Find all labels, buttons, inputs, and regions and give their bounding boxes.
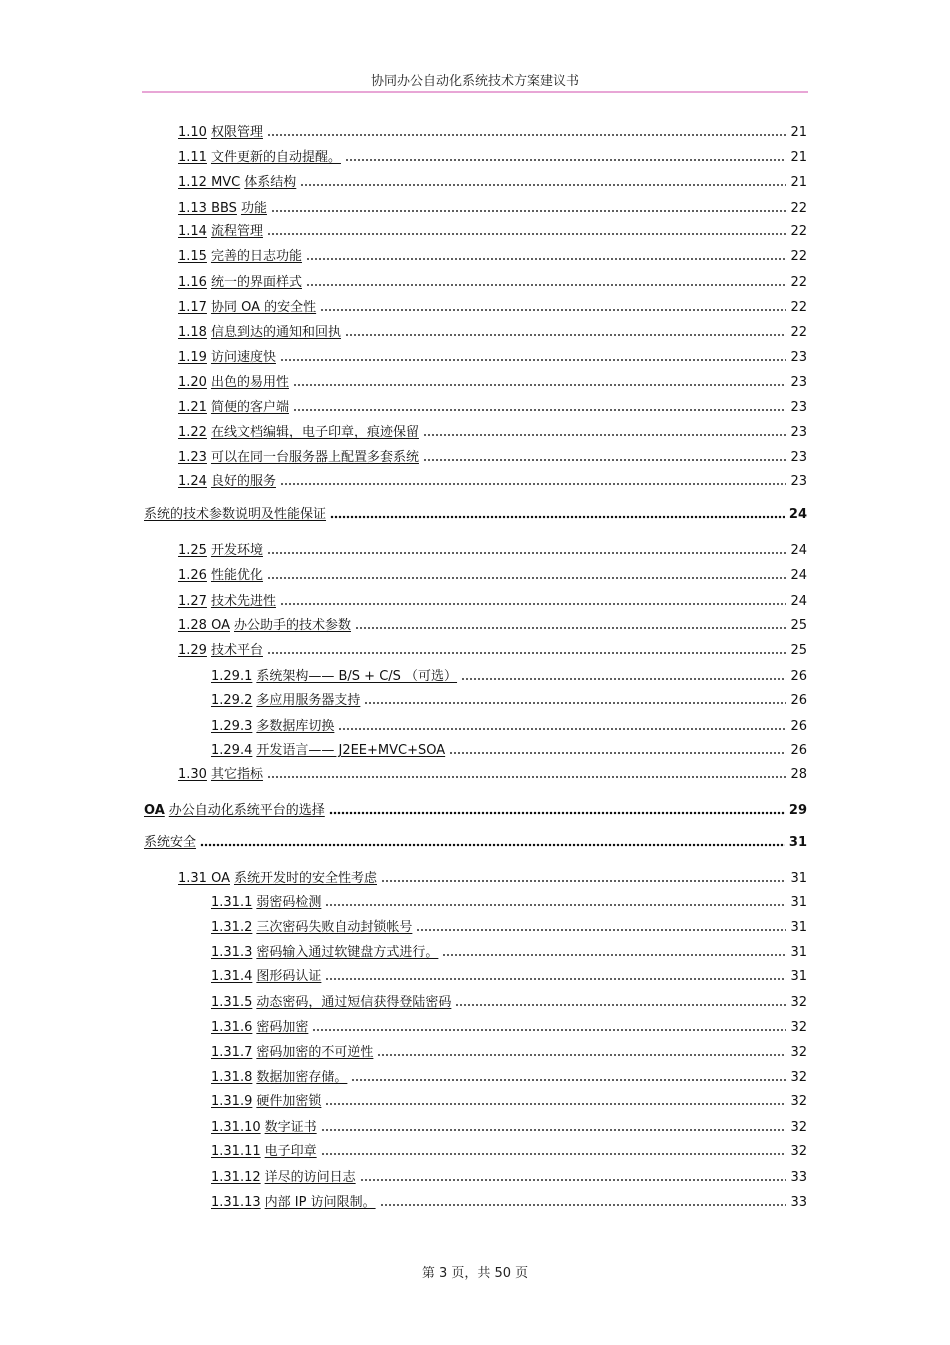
dot-leader: [381, 870, 786, 884]
toc-entry-number: 1.10: [178, 125, 207, 140]
toc-entry-page-number: 33: [790, 1170, 807, 1185]
toc-entry[interactable]: [178, 198, 807, 218]
dot-leader: [267, 567, 786, 581]
toc-entry[interactable]: [178, 868, 807, 888]
dot-leader: [329, 802, 785, 816]
dot-leader: [267, 766, 786, 780]
dot-leader: [380, 1194, 787, 1208]
toc-entry-title: 数据加密存储。: [256, 1070, 348, 1085]
toc-entry-label[interactable]: [178, 399, 289, 417]
toc-entry-page-number: 31: [790, 871, 807, 886]
toc-entry-label[interactable]: [211, 742, 445, 760]
toc-entry-title: 图形码认证: [256, 969, 322, 984]
toc-entry-number: 1.21: [178, 400, 207, 415]
toc-entry-title: 弱密码检测: [256, 895, 322, 910]
toc-entry-page-number: 22: [790, 201, 807, 216]
toc-entry[interactable]: [144, 832, 807, 852]
dot-leader: [345, 324, 786, 338]
toc-entry[interactable]: [178, 640, 807, 660]
dot-leader: [325, 968, 786, 982]
dot-leader: [293, 374, 786, 388]
toc-entry-title: 访问速度快: [210, 350, 276, 365]
dot-leader: [442, 944, 786, 958]
dot-leader: [267, 642, 786, 656]
toc-entry-page-number: 32: [790, 1094, 807, 1109]
toc-entry-page-number: 23: [790, 400, 807, 415]
dot-leader: [320, 299, 786, 313]
toc-entry-number: 1.28 OA: [178, 618, 230, 633]
toc-entry-title: 内部 IP 访问限制。: [264, 1195, 376, 1210]
toc-entry-label[interactable]: [178, 870, 377, 888]
toc-entry-page-number: 26: [790, 743, 807, 758]
toc-entry[interactable]: [211, 740, 807, 760]
toc-entry[interactable]: [211, 917, 807, 937]
toc-entry-page-number: 21: [790, 125, 807, 140]
toc-entry-title: 其它指标: [210, 767, 263, 782]
toc-entry-label[interactable]: [211, 919, 412, 937]
toc-entry-label[interactable]: [211, 1019, 308, 1037]
toc-entry-page-number: 24: [790, 568, 807, 583]
dot-leader: [306, 248, 786, 262]
toc-entry-number: 1.17: [178, 300, 207, 315]
toc-entry-label[interactable]: [144, 834, 196, 852]
toc-entry-page-number: 24: [788, 507, 807, 522]
toc-entry[interactable]: [211, 1167, 807, 1187]
dot-leader: [200, 834, 785, 848]
toc-entry[interactable]: [178, 591, 807, 611]
toc-entry-number: 1.29.4: [211, 743, 253, 758]
toc-entry-label[interactable]: [178, 248, 302, 266]
toc-entry-label[interactable]: [211, 994, 451, 1012]
toc-entry-label[interactable]: [144, 506, 326, 524]
dot-leader: [325, 894, 786, 908]
toc-entry-number: 1.30: [178, 767, 207, 782]
dot-leader: [267, 542, 786, 556]
toc-entry-title: 流程管理: [210, 224, 263, 239]
toc-entry-title: 完善的日志功能: [210, 249, 302, 264]
toc-entry[interactable]: [178, 147, 807, 167]
toc-entry[interactable]: [178, 422, 807, 442]
toc-entry-title: 数字证书: [264, 1120, 317, 1135]
toc-entry-page-number: 23: [790, 375, 807, 390]
dot-leader: [306, 274, 786, 288]
page-header-title: 协同办公自动化系统技术方案建议书: [370, 74, 579, 89]
toc-entry-number: 1.19: [178, 350, 207, 365]
toc-entry-page-number: 32: [790, 1045, 807, 1060]
dot-leader: [449, 742, 786, 756]
toc-entry-title: 密码加密: [256, 1020, 309, 1035]
toc-entry-label[interactable]: [211, 1169, 356, 1187]
toc-entry-label[interactable]: [178, 174, 296, 192]
dot-leader: [416, 919, 786, 933]
toc-entry-title: 出色的易用性: [210, 375, 289, 390]
toc-entry-title: 系统开发时的安全性考虑: [233, 871, 377, 886]
toc-entry-label[interactable]: [211, 1143, 317, 1161]
toc-entry-page-number: 23: [790, 474, 807, 489]
toc-entry-page-number: 22: [790, 224, 807, 239]
toc-entry[interactable]: [178, 615, 807, 635]
toc-entry-label[interactable]: [178, 617, 351, 635]
toc-entry-page-number: 32: [790, 1120, 807, 1135]
toc-entry-title: 协同 OA 的安全性: [210, 300, 317, 315]
toc-entry-number: 1.31.5: [211, 995, 253, 1010]
toc-entry-label[interactable]: [178, 149, 341, 167]
dot-leader: [423, 424, 786, 438]
toc-entry[interactable]: [178, 272, 807, 292]
dot-leader: [280, 349, 786, 363]
toc-entry-page-number: 31: [790, 969, 807, 984]
toc-entry-page-number: 22: [790, 325, 807, 340]
toc-entry-number: 1.31.6: [211, 1020, 253, 1035]
toc-entry-title: 密码输入通过软键盘方式进行。: [256, 945, 439, 960]
toc-entry-number: 1.14: [178, 224, 207, 239]
toc-entry-title: 信息到达的通知和回执: [210, 325, 341, 340]
toc-entry-number: 1.16: [178, 275, 207, 290]
toc-entry-title: 密码加密的不可逆性: [256, 1045, 374, 1060]
toc-entry-label[interactable]: [211, 692, 360, 710]
toc-entry-label[interactable]: [211, 894, 321, 912]
toc-entry-page-number: 23: [790, 450, 807, 465]
toc-entry-number: 1.31.4: [211, 969, 253, 984]
toc-entry-title: 系统安全: [144, 835, 197, 850]
toc-entry-title: 体系结构: [244, 175, 297, 190]
toc-entry[interactable]: [178, 246, 807, 266]
toc-entry-number: 1.29: [178, 643, 207, 658]
toc-entry-number: 1.31.7: [211, 1045, 253, 1060]
toc-entry[interactable]: [211, 716, 807, 736]
toc-entry-number: 1.20: [178, 375, 207, 390]
toc-entry-title: 办公自动化系统平台的选择: [168, 803, 325, 818]
toc-entry-page-number: 32: [790, 1020, 807, 1035]
dot-leader: [267, 124, 786, 138]
toc-entry-number: 1.24: [178, 474, 207, 489]
toc-entry-number: 1.29.1: [211, 669, 253, 684]
toc-entry-page-number: 22: [790, 249, 807, 264]
toc-entry-label[interactable]: [211, 1093, 321, 1111]
toc-entry-label[interactable]: [178, 299, 316, 317]
toc-entry-title: 文件更新的自动提醒。: [210, 150, 341, 165]
toc-entry-number: 1.29.2: [211, 693, 253, 708]
toc-entry-page-number: 22: [790, 300, 807, 315]
toc-entry-title: 在线文档编辑，电子印章，痕迹保留: [210, 425, 419, 440]
dot-leader: [280, 473, 786, 487]
toc-entry-label[interactable]: [178, 424, 419, 442]
toc-entry[interactable]: [211, 942, 807, 962]
dot-leader: [364, 692, 786, 706]
page-footer: 第 3 页，共 50 页: [421, 1266, 529, 1281]
toc-entry[interactable]: [211, 1192, 807, 1212]
toc-entry-title: 性能优化: [210, 568, 263, 583]
toc-entry-page-number: 31: [790, 920, 807, 935]
toc-entry-title: 电子印章: [264, 1144, 317, 1159]
toc-entry-number: 1.31.8: [211, 1070, 253, 1085]
toc-entry-page-number: 23: [790, 350, 807, 365]
toc-entry[interactable]: [178, 764, 807, 784]
dot-leader: [321, 1119, 787, 1133]
toc-entry-label[interactable]: [178, 567, 263, 585]
toc-entry[interactable]: [211, 1017, 807, 1037]
toc-entry-page-number: 26: [790, 669, 807, 684]
toc-entry-page-number: 31: [790, 895, 807, 910]
toc-entry-number: 1.11: [178, 150, 207, 165]
dot-leader: [271, 200, 786, 214]
toc-entry-label[interactable]: [178, 542, 263, 560]
toc-entry-page-number: 31: [790, 945, 807, 960]
dot-leader: [312, 1019, 786, 1033]
toc-entry-page-number: 24: [790, 543, 807, 558]
toc-entry-number: 1.31.2: [211, 920, 253, 935]
toc-entry-number: 1.29.3: [211, 719, 253, 734]
toc-entry-number: 1.13 BBS: [178, 201, 237, 216]
toc-entry-title: 简便的客户端: [210, 400, 289, 415]
toc-entry-label[interactable]: [178, 200, 267, 218]
toc-entry-number: 1.31.11: [211, 1144, 261, 1159]
toc-entry-label[interactable]: [178, 374, 289, 392]
toc-entry-page-number: 21: [790, 150, 807, 165]
toc-entry-title: 权限管理: [210, 125, 263, 140]
toc-entry-number: 1.31.12: [211, 1170, 261, 1185]
toc-entry-title: 开发语言—— J2EE+MVC+SOA: [256, 743, 446, 758]
toc-entry-label[interactable]: [178, 324, 341, 342]
toc-entry-number: 1.31.13: [211, 1195, 261, 1210]
toc-entry-label[interactable]: [211, 718, 334, 736]
toc-entry-title: 动态密码，通过短信获得登陆密码: [256, 995, 452, 1010]
dot-leader: [345, 149, 786, 163]
toc-entry-title: 系统的技术参数说明及性能保证: [144, 507, 327, 522]
toc-entry[interactable]: [178, 122, 807, 142]
toc-entry[interactable]: [178, 221, 807, 241]
toc-entry-label[interactable]: [211, 968, 321, 986]
toc-entry-number: 1.31.1: [211, 895, 253, 910]
toc-entry[interactable]: [144, 800, 807, 820]
dot-leader: [338, 718, 786, 732]
header-divider: [142, 91, 808, 93]
toc-entry-number: 1.31.10: [211, 1120, 261, 1135]
toc-entry-title: 硬件加密锁: [256, 1094, 322, 1109]
toc-entry-label[interactable]: [178, 223, 263, 241]
toc-entry-page-number: 32: [790, 1070, 807, 1085]
toc-entry[interactable]: [211, 966, 807, 986]
toc-entry-title: 可以在同一台服务器上配置多套系统: [210, 450, 419, 465]
toc-entry[interactable]: [211, 1067, 807, 1087]
toc-entry-page-number: 24: [790, 594, 807, 609]
toc-entry-title: 多数据库切换: [256, 719, 335, 734]
toc-entry-title: 统一的界面样式: [210, 275, 302, 290]
toc-entry[interactable]: [178, 322, 807, 342]
toc-entry-label[interactable]: [178, 473, 276, 491]
dot-leader: [455, 994, 786, 1008]
dot-leader: [325, 1093, 786, 1107]
toc-entry-label[interactable]: [178, 766, 263, 784]
toc-entry-page-number: 32: [790, 1144, 807, 1159]
toc-entry-title: 开发环境: [210, 543, 263, 558]
toc-entry-title: 系统架构—— B/S + C/S （可选）: [256, 669, 458, 684]
toc-entry[interactable]: [211, 892, 807, 912]
toc-entry-label[interactable]: [178, 124, 263, 142]
toc-entry[interactable]: [211, 992, 807, 1012]
toc-entry-title: 多应用服务器支持: [256, 693, 361, 708]
toc-entry[interactable]: [211, 1117, 807, 1137]
dot-leader: [321, 1143, 787, 1157]
toc-entry-label[interactable]: [211, 668, 457, 686]
toc-entry[interactable]: [211, 666, 807, 686]
toc-entry-page-number: 32: [790, 995, 807, 1010]
toc-entry-page-number: 23: [790, 425, 807, 440]
toc-entry-label[interactable]: [178, 349, 276, 367]
dot-leader: [293, 399, 786, 413]
toc-entry-label[interactable]: [211, 1069, 347, 1087]
dot-leader: [351, 1069, 786, 1083]
dot-leader: [423, 449, 786, 463]
toc-entry[interactable]: [211, 1141, 807, 1161]
toc-entry-number: 1.31 OA: [178, 871, 230, 886]
toc-entry[interactable]: [211, 1042, 807, 1062]
toc-entry-label[interactable]: [178, 642, 263, 660]
toc-entry-number: 1.31.9: [211, 1094, 253, 1109]
toc-entry[interactable]: [178, 447, 807, 467]
toc-entry-page-number: 29: [788, 803, 807, 818]
toc-entry-title: 功能: [240, 201, 267, 216]
toc-entry-page-number: 33: [790, 1195, 807, 1210]
dot-leader: [377, 1044, 786, 1058]
toc-entry-page-number: 22: [790, 275, 807, 290]
dot-leader: [267, 223, 786, 237]
toc-entry-label[interactable]: [211, 1194, 376, 1212]
toc-entry-page-number: 28: [790, 767, 807, 782]
dot-leader: [461, 668, 786, 682]
toc-entry[interactable]: [178, 397, 807, 417]
toc-entry[interactable]: [178, 471, 807, 491]
toc-entry-number: 1.27: [178, 594, 207, 609]
toc-entry[interactable]: [178, 172, 807, 192]
toc-entry-title: 技术先进性: [210, 594, 276, 609]
toc-entry-number: 1.22: [178, 425, 207, 440]
toc-entry-title: 详尽的访问日志: [264, 1170, 356, 1185]
dot-leader: [355, 617, 786, 631]
toc-entry-number: 1.12 MVC: [178, 175, 241, 190]
toc-entry-page-number: 25: [790, 643, 807, 658]
toc-entry-title: 技术平台: [210, 643, 263, 658]
toc-entry-label[interactable]: [178, 274, 302, 292]
toc-entry-number: 1.26: [178, 568, 207, 583]
toc-entry-page-number: 26: [790, 693, 807, 708]
toc-entry-number: 1.18: [178, 325, 207, 340]
toc-entry-label[interactable]: [178, 449, 419, 467]
toc-entry-page-number: 25: [790, 618, 807, 633]
toc-entry[interactable]: [211, 1091, 807, 1111]
dot-leader: [330, 506, 785, 520]
dot-leader: [300, 174, 786, 188]
toc-entry[interactable]: [178, 540, 807, 560]
toc-entry-number: 1.23: [178, 450, 207, 465]
toc-entry-page-number: 31: [788, 835, 807, 850]
toc-entry[interactable]: [178, 372, 807, 392]
toc-entry-number: OA: [144, 803, 165, 818]
dot-leader: [280, 593, 786, 607]
toc-entry[interactable]: [178, 347, 807, 367]
toc-entry-label[interactable]: [211, 1044, 373, 1062]
toc-entry-page-number: 21: [790, 175, 807, 190]
toc-entry-page-number: 26: [790, 719, 807, 734]
toc-entry-title: 办公助手的技术参数: [233, 618, 351, 633]
toc-entry-title: 良好的服务: [210, 474, 276, 489]
dot-leader: [360, 1169, 787, 1183]
toc-entry[interactable]: [211, 690, 807, 710]
toc-entry[interactable]: [144, 504, 807, 524]
toc-entry-label[interactable]: [178, 593, 276, 611]
toc-entry-label[interactable]: [144, 802, 325, 820]
toc-entry-label[interactable]: [211, 944, 438, 962]
toc-entry-number: 1.25: [178, 543, 207, 558]
toc-entry-number: 1.15: [178, 249, 207, 264]
toc-entry-number: 1.31.3: [211, 945, 253, 960]
toc-entry-title: 三次密码失败自动封锁帐号: [256, 920, 413, 935]
toc-entry[interactable]: [178, 297, 807, 317]
toc-entry[interactable]: [178, 565, 807, 585]
toc-entry-label[interactable]: [211, 1119, 317, 1137]
